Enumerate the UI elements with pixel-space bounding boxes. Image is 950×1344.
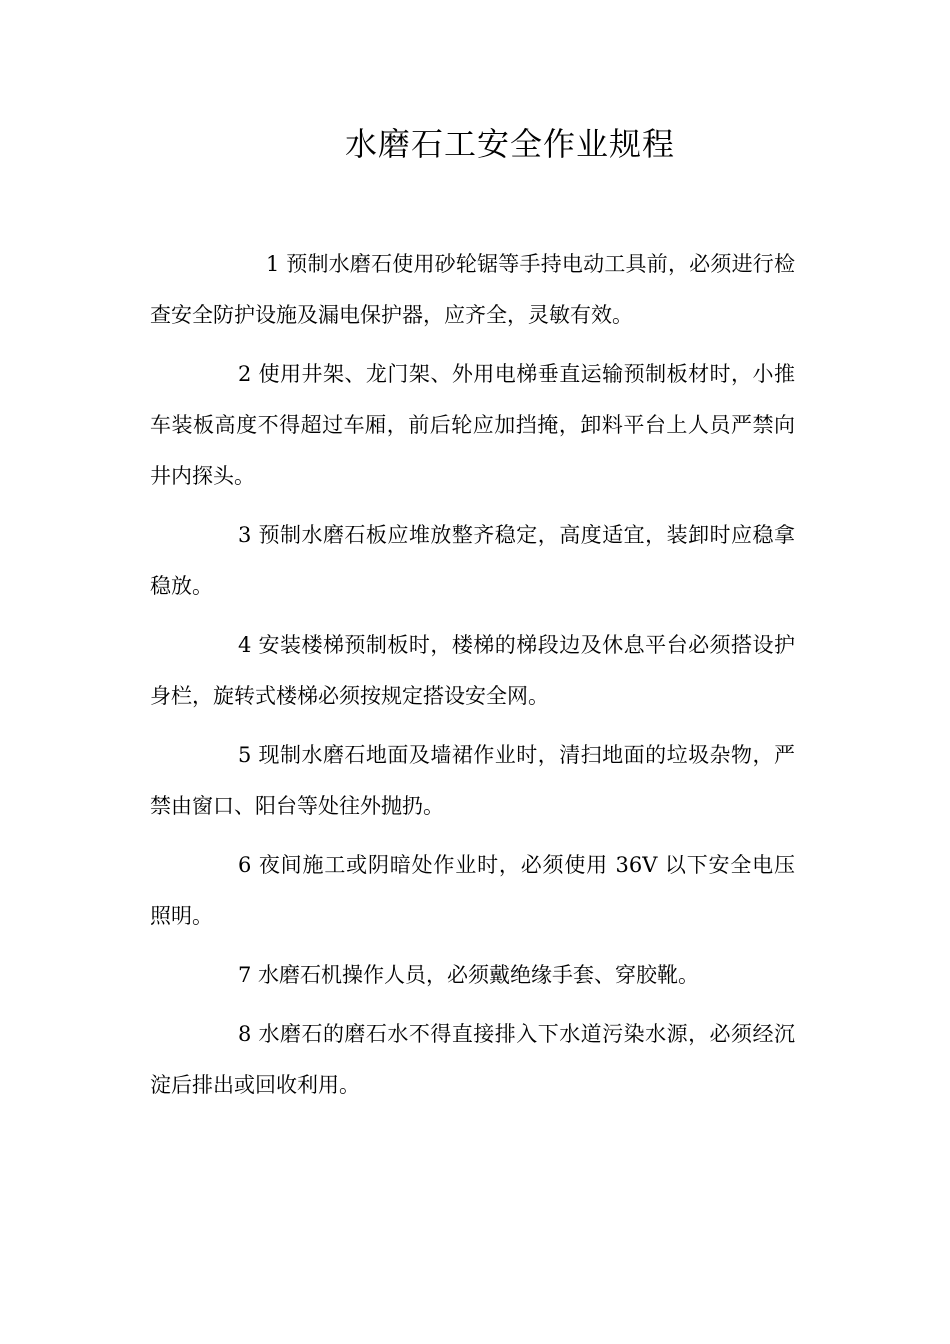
paragraph-2: 2 使用井架、龙门架、外用电梯垂直运输预制板材时，小推车装板高度不得超过车厢，前后轮应加挡掩，卸料平台上人员严禁向井内探头。 (150, 362, 795, 488)
document-title: 水磨石工安全作业规程 (344, 125, 675, 163)
paragraph-5: 5 现制水磨石地面及墙裙作业时，清扫地面的垃圾杂物，严禁由窗口、阳台等处往外抛扔。 (150, 743, 795, 818)
paragraph-7: 7 水磨石机操作人员，必须戴绝缘手套、穿胶靴。 (238, 963, 700, 987)
paragraph-1: 1 预制水磨石使用砂轮锯等手持电动工具前，必须进行检查安全防护设施及漏电保护器，应齐全，灵敏有效。 (150, 252, 795, 327)
paragraph-8: 8 水磨石的磨石水不得直接排入下水道污染水源，必须经沉淀后排出或回收利用。 (150, 1022, 795, 1097)
paragraph-3: 3 预制水磨石板应堆放整齐稳定，高度适宜，装卸时应稳拿稳放。 (150, 523, 795, 598)
document-body (150, 239, 795, 1119)
paragraph-4: 4 安装楼梯预制板时，楼梯的梯段边及休息平台必须搭设护身栏，旋转式楼梯必须按规定搭设安全网。 (150, 633, 795, 708)
paragraph-6: 6 夜间施工或阴暗处作业时，必须使用 36V 以下安全电压照明。 (150, 853, 795, 928)
